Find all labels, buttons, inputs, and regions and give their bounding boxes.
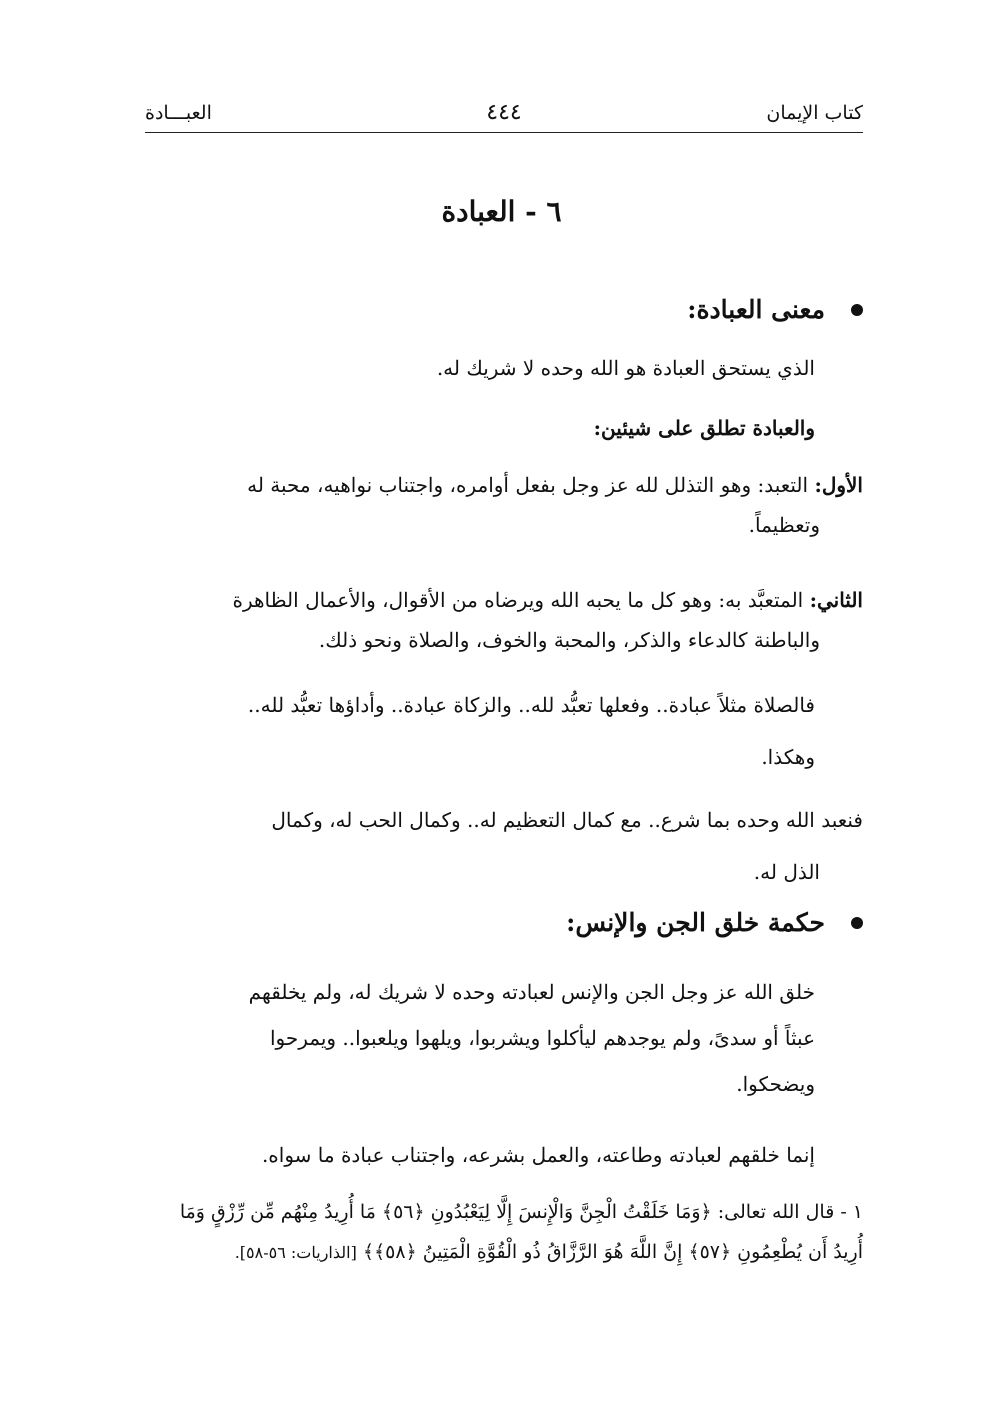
bullet-icon (851, 917, 863, 929)
chapter-title: ٦ - العبادة (441, 195, 562, 228)
text-line: فالصلاة مثلاً عبادة.. وفعلها تعبُّد لله.. والزكاة عبادة.. وأداؤها تعبُّد لله.. (247, 693, 815, 717)
text-line: ١ - قال الله تعالى: ﴿وَمَا خَلَقْتُ الْجِنَّ وَالْإِنسَ إِلَّا لِيَعْبُدُونِ ﴿٥٦﴾ مَا أُرِيدُ مِنْهُم مِّن رِّزْقٍ وَمَا (179, 1201, 863, 1223)
section-name: العبـــادة (145, 102, 212, 124)
text-line: المتعبَّد به: وهو كل ما يحبه الله ويرضاه من الأقوال، والأعمال الظاهرة (232, 588, 804, 612)
paragraph-second (145, 580, 863, 660)
heading-text: معنى العبادة: (687, 295, 825, 324)
paragraph (145, 1135, 815, 1175)
running-header (145, 96, 863, 130)
text-line: إنما خلقهم لعبادته وطاعته، والعمل بشرعه، واجتناب عبادة ما سواه. (261, 1143, 815, 1167)
first-label: الأول: (814, 473, 863, 497)
header-rule (145, 132, 863, 133)
book-title: كتاب الإيمان (766, 102, 863, 124)
paragraph-first (145, 465, 863, 545)
section-heading-meaning (687, 295, 863, 324)
text-line: والعبادة تطلق على شيئين: (593, 416, 815, 440)
text-line: التعبد: وهو التذلل لله عز وجل بفعل أوامره، واجتناب نواهيه، محبة له (247, 473, 809, 497)
subheading (145, 408, 815, 448)
paragraph (145, 800, 863, 892)
text-line: ويضحكوا. (736, 1072, 815, 1096)
text-line: فنعبد الله وحده بما شرع.. مع كمال التعظيم له.. وكمال الحب له، وكمال (271, 808, 863, 832)
quran-quote (145, 1192, 863, 1273)
text-line: والباطنة كالدعاء والذكر، والمحبة والخوف، والصلاة ونحو ذلك. (318, 628, 820, 652)
page-number: ٤٤٤ (486, 100, 522, 125)
text-line: الذي يستحق العبادة هو الله وحده لا شريك له. (436, 356, 815, 380)
paragraph (145, 348, 815, 388)
second-label: الثاني: (809, 588, 863, 612)
text-line: وهكذا. (761, 745, 815, 769)
text-line: وتعظيماً. (748, 513, 820, 537)
text-line: خلق الله عز وجل الجن والإنس لعبادته وحده لا شريك له، ولم يخلقهم (248, 980, 815, 1004)
text-line: الذل له. (753, 860, 820, 884)
text-line: أُرِيدُ أَن يُطْعِمُونِ ﴿٥٧﴾ إِنَّ اللَّهَ هُوَ الرَّزَّاقُ ذُو الْقُوَّةِ الْمَتِينُ ﴿٥٨﴾﴾ (362, 1241, 863, 1263)
section-heading-wisdom (566, 908, 863, 937)
text-line: عبثاً أو سدىً، ولم يوجدهم ليأكلوا ويشربوا، ويلهوا ويلعبوا.. ويمرحوا (270, 1026, 815, 1050)
bullet-icon (851, 304, 863, 316)
heading-text: حكمة خلق الجن والإنس: (566, 908, 825, 937)
verse-citation: [الذاريات: ٥٦-٥٨]. (234, 1243, 357, 1262)
paragraph (145, 972, 815, 1104)
paragraph (145, 685, 815, 777)
